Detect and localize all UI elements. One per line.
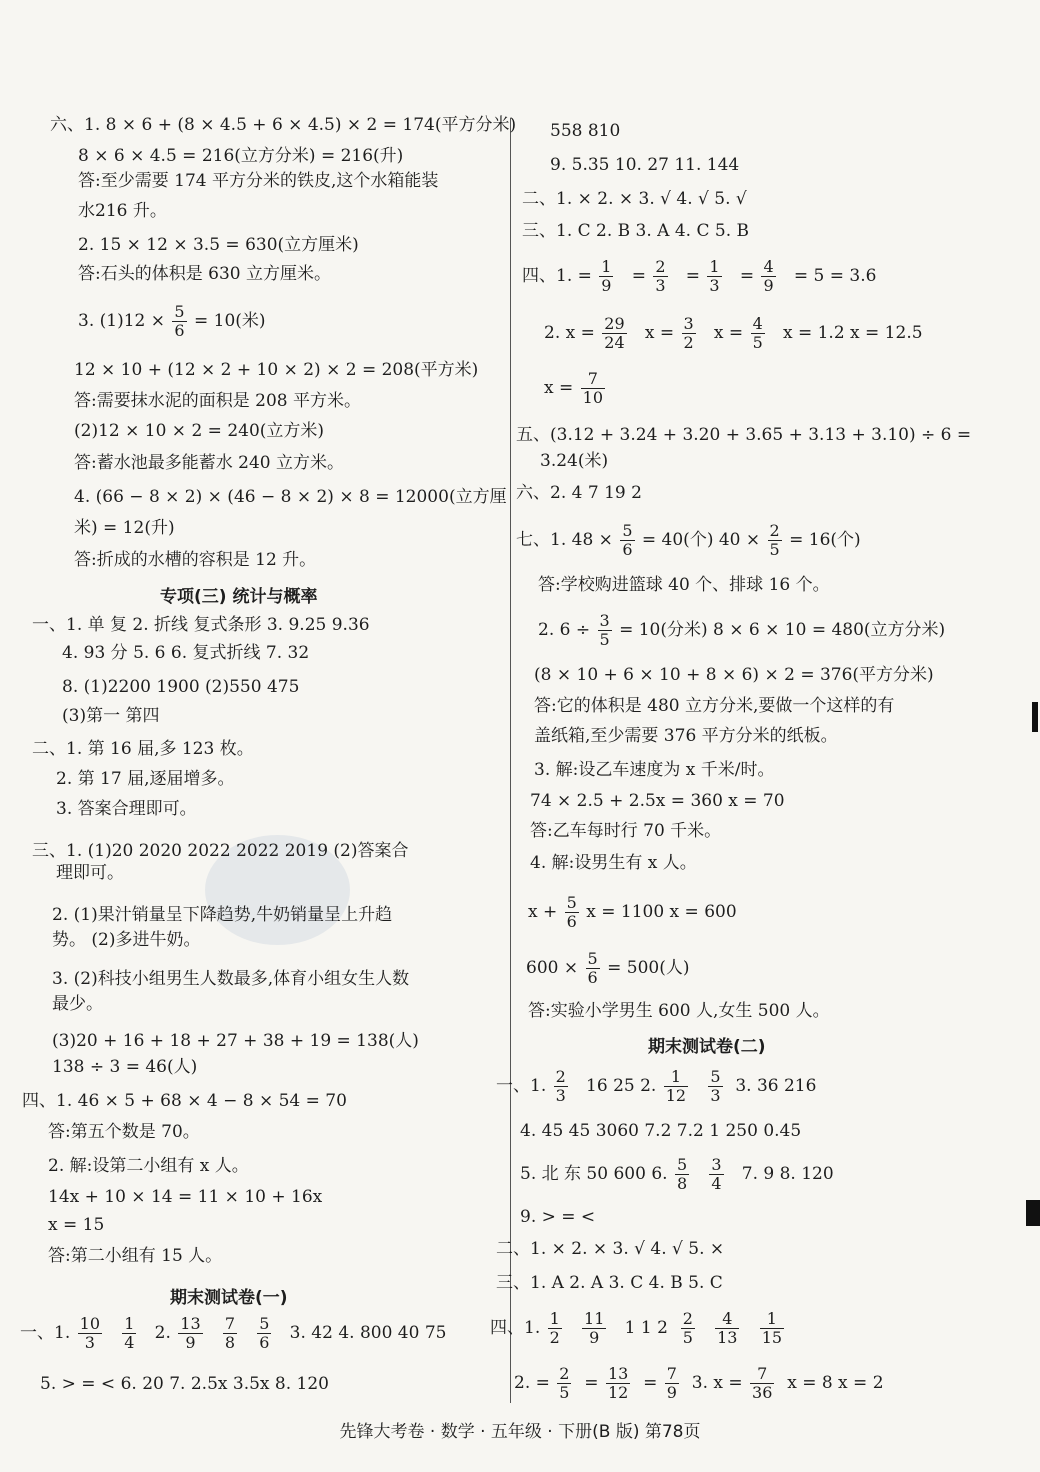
denominator: 4 bbox=[124, 1333, 135, 1352]
denominator: 12 bbox=[607, 1383, 629, 1402]
numerator: 5 bbox=[566, 893, 577, 912]
text: = 16(个) bbox=[789, 530, 861, 550]
text: x = bbox=[644, 323, 675, 343]
answer-line-fraction bbox=[544, 315, 923, 352]
text: x = 8 x = 2 bbox=[787, 1373, 884, 1393]
fraction bbox=[715, 1310, 739, 1347]
answer-line: 最少。 bbox=[52, 994, 103, 1014]
text: 七、1. 48 × bbox=[516, 530, 613, 550]
denominator: 6 bbox=[259, 1333, 270, 1352]
fraction bbox=[751, 315, 765, 352]
answer-line: 米) = 12(升) bbox=[74, 518, 175, 538]
fraction bbox=[675, 1156, 689, 1193]
answer-line: 558 810 bbox=[550, 121, 621, 141]
section-heading: 期末测试卷(二) bbox=[648, 1037, 766, 1057]
answer-line-fraction bbox=[528, 894, 737, 931]
answer-line: 4. 45 45 3060 7.2 7.2 1 250 0.45 bbox=[520, 1121, 802, 1141]
fraction bbox=[554, 1068, 568, 1105]
numerator: 4 bbox=[752, 314, 763, 333]
text: = bbox=[685, 266, 700, 286]
text: = 500(人) bbox=[607, 958, 690, 978]
answer-line: 8. (1)2200 1900 (2)550 475 bbox=[62, 677, 300, 697]
text: = 10(分米) 8 × 6 × 10 = 480(立方分米) bbox=[619, 620, 946, 640]
answer-line: 答:实验小学男生 600 人,女生 500 人。 bbox=[528, 1001, 830, 1021]
edge-scan-mark bbox=[1032, 702, 1038, 732]
answer-line: 2. 解:设第二小组有 x 人。 bbox=[48, 1156, 249, 1176]
fraction bbox=[768, 522, 782, 559]
answer-line-fraction bbox=[544, 370, 607, 407]
answer-line: 答:它的体积是 480 立方分米,要做一个这样的有 bbox=[534, 696, 895, 716]
denominator: 5 bbox=[769, 540, 780, 559]
answer-line-fraction bbox=[526, 950, 689, 987]
numerator: 1 bbox=[664, 1068, 688, 1087]
numerator: 5 bbox=[622, 521, 633, 540]
answer-line: 74 × 2.5 + 2.5x = 360 x = 70 bbox=[530, 791, 785, 811]
answer-line-fraction bbox=[520, 1156, 834, 1193]
fraction bbox=[602, 315, 626, 352]
fraction bbox=[598, 612, 612, 649]
answer-line: 3. (2)科技小组男生人数最多,体育小组女生人数 bbox=[52, 969, 410, 989]
answer-line: 三、1. C 2. B 3. A 4. C 5. B bbox=[522, 221, 750, 241]
numerator: 5 bbox=[259, 1314, 270, 1333]
text: = 40(个) 40 × bbox=[641, 530, 761, 550]
fraction bbox=[582, 1310, 606, 1347]
numerator: 7 bbox=[224, 1314, 236, 1333]
fraction bbox=[581, 370, 605, 407]
denominator: 9 bbox=[763, 276, 774, 295]
denominator: 13 bbox=[717, 1328, 738, 1347]
numerator: 29 bbox=[604, 314, 625, 333]
numerator: 7 bbox=[666, 1364, 677, 1383]
edge-scan-mark bbox=[1026, 1200, 1040, 1226]
answer-line: 水216 升。 bbox=[78, 201, 167, 221]
numerator: 2 bbox=[559, 1364, 570, 1383]
numerator: 2 bbox=[555, 1067, 566, 1086]
column-divider bbox=[510, 118, 511, 1403]
text: 1 1 2 bbox=[624, 1318, 668, 1338]
denominator: 12 bbox=[665, 1086, 687, 1105]
denominator: 24 bbox=[604, 333, 625, 352]
answer-line: 答:需要抹水泥的面积是 208 平方米。 bbox=[74, 391, 361, 411]
answer-line: 三、1. (1)20 2020 2022 2022 2019 (2)答案合 bbox=[32, 841, 409, 861]
denominator: 6 bbox=[174, 321, 185, 340]
answer-line-fraction bbox=[514, 1365, 884, 1402]
denominator: 3 bbox=[655, 276, 666, 295]
numerator: 1 bbox=[124, 1314, 135, 1333]
text: 2. = bbox=[514, 1373, 550, 1393]
fraction bbox=[653, 258, 667, 295]
numerator: 5 bbox=[587, 949, 598, 968]
numerator: 3 bbox=[711, 1155, 722, 1174]
fraction bbox=[709, 1156, 723, 1193]
text: 2. 6 ÷ bbox=[538, 620, 591, 640]
answer-line: 5. > = < 6. 20 7. 2.5x 3.5x 8. 120 bbox=[40, 1374, 329, 1394]
text: 3. 42 4. 800 40 75 bbox=[289, 1323, 447, 1343]
text: x = bbox=[713, 323, 744, 343]
answer-line: 138 ÷ 3 = 46(人) bbox=[52, 1057, 198, 1077]
numerator: 3 bbox=[683, 314, 694, 333]
answer-line: 六、1. 8 × 6 + (8 × 4.5 + 6 × 4.5) × 2 = 174(平方分米) bbox=[50, 115, 517, 135]
answer-line: 答:乙车每时行 70 千米。 bbox=[530, 821, 722, 841]
answer-line: 4. (66 − 8 × 2) × (46 − 8 × 2) × 8 = 12000(立方厘 bbox=[74, 487, 507, 507]
fraction bbox=[707, 258, 721, 295]
denominator: 9 bbox=[601, 276, 612, 295]
answer-line: 一、1. 单 复 2. 折线 复式条形 3. 9.25 9.36 bbox=[32, 615, 370, 635]
text: 一、1. bbox=[496, 1076, 547, 1096]
page-footer: 先锋大考卷 · 数学 · 五年级 · 下册(B 版) 第78页 bbox=[339, 1422, 701, 1442]
answer-line: 势。 (2)多进牛奶。 bbox=[52, 930, 201, 950]
denominator: 3 bbox=[710, 1086, 721, 1105]
text: 16 25 2. bbox=[586, 1076, 657, 1096]
text: = bbox=[643, 1373, 658, 1393]
answer-line: 2. (1)果汁销量呈下降趋势,牛奶销量呈上升趋 bbox=[52, 905, 393, 925]
answer-line: 答:第二小组有 15 人。 bbox=[48, 1246, 223, 1266]
answer-line: 五、(3.12 + 3.24 + 3.20 + 3.65 + 3.13 + 3.10) ÷ 6 = bbox=[516, 425, 972, 445]
answer-line: 9. 5.35 10. 27 11. 144 bbox=[550, 155, 740, 175]
text: 四、1. = bbox=[522, 266, 592, 286]
fraction bbox=[257, 1315, 271, 1352]
answer-line-fraction bbox=[20, 1315, 446, 1352]
text: 600 × bbox=[526, 958, 579, 978]
answer-line: 12 × 10 + (12 × 2 + 10 × 2) × 2 = 208(平方米) bbox=[74, 360, 479, 380]
denominator: 5 bbox=[682, 1328, 693, 1347]
denominator: 3 bbox=[555, 1086, 566, 1105]
fraction bbox=[122, 1315, 136, 1352]
text: 3. 36 216 bbox=[735, 1076, 817, 1096]
answer-line: 答:学校购进篮球 40 个、排球 16 个。 bbox=[538, 575, 830, 595]
denominator: 9 bbox=[185, 1333, 196, 1352]
numerator: 5 bbox=[174, 302, 185, 321]
answer-line: 答:至少需要 174 平方分米的铁皮,这个水箱能装 bbox=[78, 171, 439, 191]
fraction bbox=[681, 1310, 695, 1347]
text: 3. x = bbox=[691, 1373, 743, 1393]
numerator: 1 bbox=[601, 257, 612, 276]
answer-line-fraction bbox=[516, 522, 861, 559]
fraction bbox=[178, 1315, 202, 1352]
fraction bbox=[223, 1315, 237, 1352]
answer-line: (3)20 + 16 + 18 + 27 + 38 + 19 = 138(人) bbox=[52, 1031, 419, 1051]
answer-line: 3.24(米) bbox=[540, 451, 609, 471]
fraction bbox=[761, 258, 775, 295]
fraction bbox=[606, 1365, 630, 1402]
denominator: 10 bbox=[582, 388, 604, 407]
text: = 10(米) bbox=[193, 311, 266, 331]
answer-line: 2. 15 × 12 × 3.5 = 630(立方厘米) bbox=[78, 235, 359, 255]
answer-line-fraction bbox=[490, 1310, 786, 1347]
fraction bbox=[565, 894, 579, 931]
text: x = bbox=[544, 378, 574, 398]
answer-line: 答:第五个数是 70。 bbox=[48, 1122, 200, 1142]
answer-line: 二、1. × 2. × 3. √ 4. √ 5. √ bbox=[522, 189, 747, 209]
numerator: 3 bbox=[599, 611, 610, 630]
fraction bbox=[172, 303, 186, 340]
answer-line: 答:石头的体积是 630 立方厘米。 bbox=[78, 264, 331, 284]
denominator: 2 bbox=[683, 333, 694, 352]
fraction bbox=[599, 258, 613, 295]
answer-line: 14x + 10 × 14 = 11 × 10 + 16x bbox=[48, 1187, 323, 1207]
answer-line: 六、2. 4 7 19 2 bbox=[516, 483, 642, 503]
section-heading: 期末测试卷(一) bbox=[170, 1288, 288, 1308]
answer-line: 3. 解:设乙车速度为 x 千米/时。 bbox=[534, 760, 775, 780]
denominator: 4 bbox=[711, 1174, 722, 1193]
answer-line: 4. 解:设男生有 x 人。 bbox=[530, 853, 697, 873]
numerator: 2 bbox=[682, 1309, 693, 1328]
denominator: 6 bbox=[587, 968, 598, 987]
fraction bbox=[620, 522, 634, 559]
denominator: 5 bbox=[559, 1383, 570, 1402]
numerator: 4 bbox=[715, 1310, 739, 1329]
answer-line: 答:折成的水槽的容积是 12 升。 bbox=[74, 550, 317, 570]
denominator: 8 bbox=[676, 1174, 688, 1193]
denominator: 3 bbox=[709, 276, 720, 295]
answer-line: (8 × 10 + 6 × 10 + 8 × 6) × 2 = 376(平方分米) bbox=[534, 665, 934, 685]
fraction bbox=[760, 1310, 784, 1347]
numerator: 13 bbox=[607, 1364, 629, 1383]
answer-line: 盖纸箱,至少需要 376 平方分米的纸板。 bbox=[534, 726, 838, 746]
fraction bbox=[664, 1068, 688, 1105]
text: 一、1. bbox=[20, 1323, 71, 1343]
answer-line: 3. 答案合理即可。 bbox=[56, 799, 197, 819]
answer-line: 8 × 6 × 4.5 = 216(立方分米) = 216(升) bbox=[78, 146, 404, 166]
denominator: 9 bbox=[666, 1383, 677, 1402]
denominator: 9 bbox=[589, 1328, 600, 1347]
text: x = 1100 x = 600 bbox=[586, 902, 737, 922]
text: 5. 北 东 50 600 6. bbox=[520, 1164, 668, 1184]
answer-line: 二、1. 第 16 届,多 123 枚。 bbox=[32, 739, 254, 759]
denominator: 5 bbox=[599, 630, 610, 649]
numerator: 4 bbox=[763, 257, 774, 276]
text: x = 1.2 x = 12.5 bbox=[782, 323, 923, 343]
text: 3. (1)12 × bbox=[78, 311, 165, 331]
denominator: 15 bbox=[761, 1328, 783, 1347]
numerator: 1 bbox=[709, 257, 720, 276]
denominator: 6 bbox=[622, 540, 633, 559]
text: = 5 = 3.6 bbox=[793, 266, 877, 286]
numerator: 1 bbox=[549, 1309, 560, 1328]
answer-line: 4. 93 分 5. 6 6. 复式折线 7. 32 bbox=[62, 643, 310, 663]
answer-line: 二、1. × 2. × 3. √ 4. √ 5. × bbox=[496, 1239, 725, 1259]
answer-line: (3)第一 第四 bbox=[62, 706, 160, 726]
answer-line-fraction bbox=[496, 1068, 816, 1105]
denominator: 3 bbox=[84, 1333, 95, 1352]
answer-line: 四、1. 46 × 5 + 68 × 4 − 8 × 54 = 70 bbox=[22, 1091, 347, 1111]
numerator: 1 bbox=[760, 1310, 784, 1329]
numerator: 7 bbox=[581, 370, 605, 389]
denominator: 8 bbox=[224, 1333, 236, 1352]
numerator: 5 bbox=[710, 1067, 721, 1086]
answer-line-fraction bbox=[538, 612, 945, 649]
fraction bbox=[586, 950, 600, 987]
answer-line: 理即可。 bbox=[56, 863, 124, 883]
fraction bbox=[548, 1310, 562, 1347]
fraction bbox=[708, 1068, 722, 1105]
fraction bbox=[78, 1315, 102, 1352]
numerator: 7 bbox=[750, 1365, 774, 1384]
denominator: 6 bbox=[566, 912, 577, 931]
answer-line: 三、1. A 2. A 3. C 4. B 5. C bbox=[496, 1273, 723, 1293]
answer-line: 答:蓄水池最多能蓄水 240 立方米。 bbox=[74, 453, 344, 473]
text: x + bbox=[528, 902, 558, 922]
numerator: 2 bbox=[655, 257, 666, 276]
answer-line: x = 15 bbox=[48, 1215, 105, 1235]
answer-line: (2)12 × 10 × 2 = 240(立方米) bbox=[74, 421, 325, 441]
answer-line-fraction bbox=[78, 303, 266, 340]
numerator: 10 bbox=[79, 1314, 100, 1333]
numerator: 11 bbox=[584, 1309, 605, 1328]
denominator: 2 bbox=[549, 1328, 560, 1347]
fraction bbox=[665, 1365, 679, 1402]
fraction bbox=[750, 1365, 774, 1402]
denominator: 5 bbox=[752, 333, 763, 352]
answer-line: 9. > = < bbox=[520, 1207, 596, 1227]
text: 四、1. bbox=[490, 1318, 541, 1338]
text: 7. 9 8. 120 bbox=[741, 1164, 834, 1184]
numerator: 2 bbox=[769, 521, 780, 540]
section-heading: 专项(三) 统计与概率 bbox=[160, 587, 318, 607]
answer-line-fraction bbox=[522, 258, 876, 295]
text: = bbox=[631, 266, 646, 286]
numerator: 5 bbox=[676, 1155, 688, 1174]
answer-line: 2. 第 17 届,逐届增多。 bbox=[56, 769, 235, 789]
denominator: 36 bbox=[752, 1383, 773, 1402]
text: = bbox=[584, 1373, 599, 1393]
fraction bbox=[682, 315, 696, 352]
text: 2. x = bbox=[544, 323, 595, 343]
fraction bbox=[557, 1365, 571, 1402]
numerator: 13 bbox=[180, 1314, 201, 1333]
text: 2. bbox=[154, 1323, 171, 1343]
text: = bbox=[739, 266, 755, 286]
